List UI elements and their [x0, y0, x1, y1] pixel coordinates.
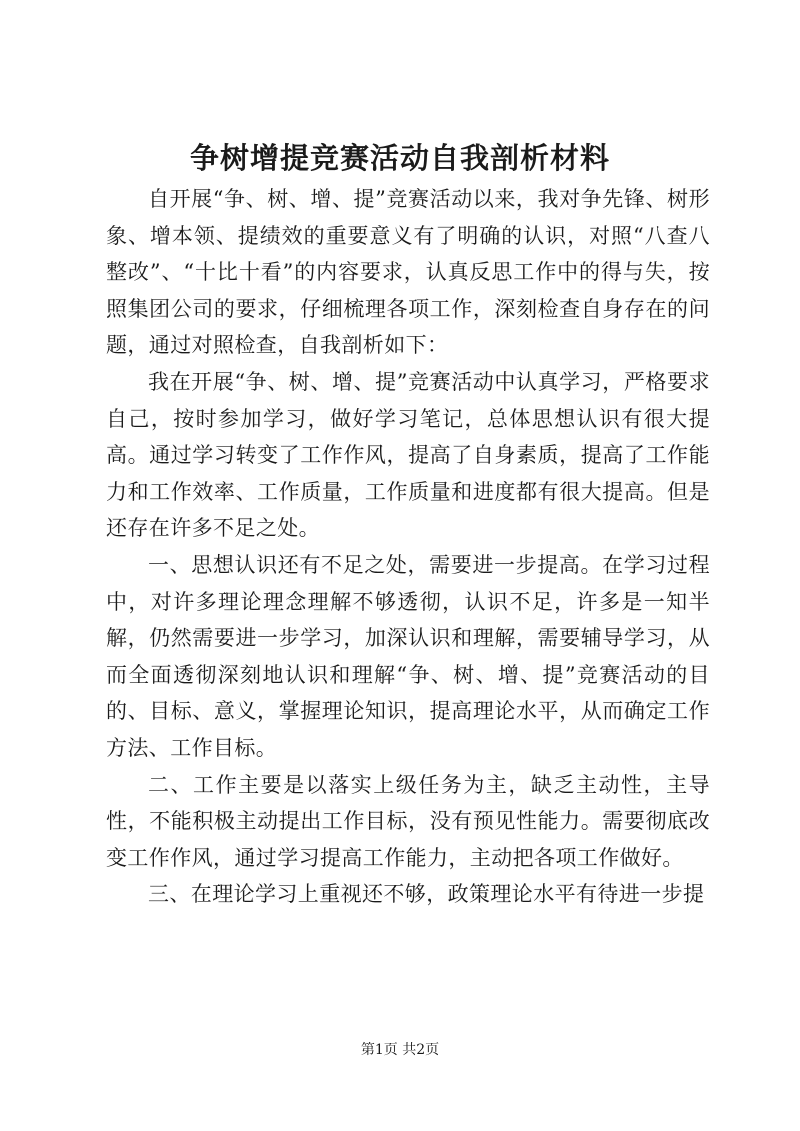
paragraph-point-two: 二、工作主要是以落实上级任务为主，缺乏主动性，主导性，不能积极主动提出工作目标，没有预见性能力。需要彻底改变工作作风，通过学习提高工作能力，主动把各项工作做好。	[106, 772, 710, 870]
paragraph-intro: 自开展“争、树、增、提”竞赛活动以来，我对争先锋、树形象、增本领、提绩效的重要意义有了明确的认识，对照“八查八整改”、“十比十看”的内容要求，认真反思工作中的得与失，按照集团公司的要求，仔细梳理各项工作，深刻检查自身存在的问题，通过对照检查，自我剖析如下：	[106, 187, 710, 358]
paragraph-point-three: 三、在理论学习上重视还不够，政策理论水平有待进一步提	[148, 882, 705, 907]
paragraph-study: 我在开展“争、树、增、提”竞赛活动中认真学习，严格要求自己，按时参加学习，做好学习笔记，总体思想认识有很大提高。通过学习转变了工作作风，提高了自身素质，提高了工作能力和工作效率、工作质量，工作质量和进度都有很大提高。但是还存在许多不足之处。	[106, 369, 710, 541]
document-body	[106, 181, 710, 913]
page-number-footer: 第1页 共2页	[360, 1042, 440, 1058]
document-title: 争树增提竞赛活动自我剖析材料	[189, 141, 610, 175]
paragraph-point-one: 一、思想认识还有不足之处，需要进一步提高。在学习过程中，对许多理论理念理解不够透彻，认识不足，许多是一知半解，仍然需要进一步学习，加深认识和理解，需要辅导学习，从而全面透彻深刻地认识和理解“争、树、增、提”竞赛活动的目的、目标、意义，掌握理论知识，提高理论水平，从而确定工作方法、工作目标。	[106, 552, 710, 760]
